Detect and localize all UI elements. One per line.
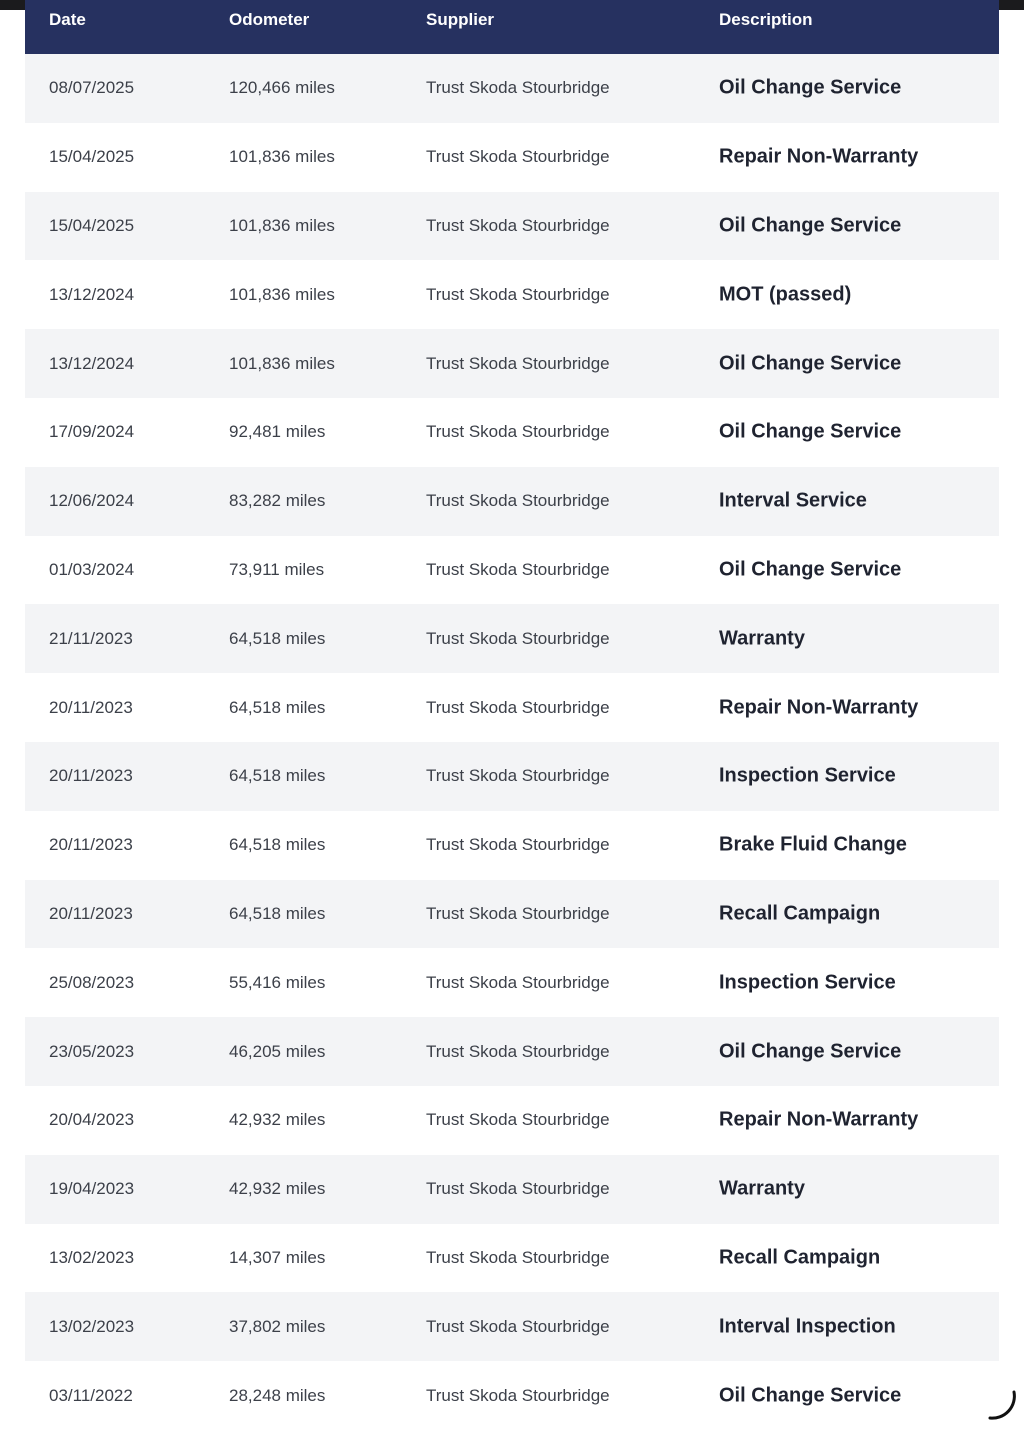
header-supplier: Supplier <box>426 10 495 29</box>
row-odometer: 83,282 miles <box>229 491 326 511</box>
loading-spinner-icon <box>980 1384 1020 1424</box>
row-supplier: Trust Skoda Stourbridge <box>426 422 610 442</box>
table-row <box>25 1086 999 1155</box>
row-supplier: Trust Skoda Stourbridge <box>426 215 610 235</box>
row-supplier: Trust Skoda Stourbridge <box>426 559 610 579</box>
header-description: Description <box>719 10 813 29</box>
row-date: 01/03/2024 <box>49 559 135 579</box>
row-description: Interval Service <box>719 489 867 512</box>
row-date: 20/04/2023 <box>49 1110 135 1130</box>
row-date: 13/12/2024 <box>49 353 135 373</box>
row-description: Oil Change Service <box>719 558 902 581</box>
table-row <box>25 536 999 605</box>
table-row <box>25 398 999 467</box>
table-row <box>25 54 999 123</box>
table-row <box>25 1292 999 1361</box>
table-header <box>25 0 999 54</box>
table-row <box>25 329 999 398</box>
row-odometer: 101,836 miles <box>229 353 335 373</box>
row-date: 20/11/2023 <box>49 697 133 717</box>
row-date: 21/11/2023 <box>49 628 133 648</box>
row-description: Warranty <box>719 1177 805 1200</box>
row-odometer: 64,518 miles <box>229 697 326 717</box>
table-row <box>25 1224 999 1293</box>
row-date: 13/02/2023 <box>49 1247 135 1267</box>
row-supplier: Trust Skoda Stourbridge <box>426 903 610 923</box>
row-description: Warranty <box>719 627 805 650</box>
row-odometer: 64,518 miles <box>229 628 326 648</box>
row-supplier: Trust Skoda Stourbridge <box>426 1385 610 1405</box>
row-odometer: 42,932 miles <box>229 1110 326 1130</box>
row-description: Oil Change Service <box>719 1040 902 1063</box>
row-date: 20/11/2023 <box>49 835 133 855</box>
row-odometer: 73,911 miles <box>229 559 325 579</box>
table-row <box>25 604 999 673</box>
row-odometer: 14,307 miles <box>229 1247 326 1267</box>
row-date: 12/06/2024 <box>49 491 135 511</box>
table-row <box>25 192 999 261</box>
row-description: Inspection Service <box>719 971 896 994</box>
table-row <box>25 1361 999 1430</box>
row-description: Oil Change Service <box>719 76 902 99</box>
row-supplier: Trust Skoda Stourbridge <box>426 697 610 717</box>
row-date: 08/07/2025 <box>49 78 135 98</box>
table-row <box>25 260 999 329</box>
header-odometer: Odometer <box>229 10 310 29</box>
row-date: 20/11/2023 <box>49 766 133 786</box>
row-date: 15/04/2025 <box>49 147 135 167</box>
row-description: Oil Change Service <box>719 352 902 375</box>
row-supplier: Trust Skoda Stourbridge <box>426 284 610 304</box>
row-supplier: Trust Skoda Stourbridge <box>426 628 610 648</box>
row-supplier: Trust Skoda Stourbridge <box>426 491 610 511</box>
row-description: Inspection Service <box>719 764 896 787</box>
row-supplier: Trust Skoda Stourbridge <box>426 1316 610 1336</box>
row-description: Repair Non-Warranty <box>719 1108 919 1131</box>
table-row <box>25 880 999 949</box>
row-date: 20/11/2023 <box>49 903 133 923</box>
row-supplier: Trust Skoda Stourbridge <box>426 972 610 992</box>
table-row <box>25 467 999 536</box>
row-supplier: Trust Skoda Stourbridge <box>426 766 610 786</box>
row-date: 15/04/2025 <box>49 215 135 235</box>
row-supplier: Trust Skoda Stourbridge <box>426 1247 610 1267</box>
row-supplier: Trust Skoda Stourbridge <box>426 835 610 855</box>
row-description: MOT (passed) <box>719 283 852 306</box>
row-odometer: 101,836 miles <box>229 284 335 304</box>
row-odometer: 101,836 miles <box>229 215 335 235</box>
row-description: Oil Change Service <box>719 214 902 237</box>
row-supplier: Trust Skoda Stourbridge <box>426 1041 610 1061</box>
row-date: 23/05/2023 <box>49 1041 135 1061</box>
row-date: 03/11/2022 <box>49 1385 133 1405</box>
row-supplier: Trust Skoda Stourbridge <box>426 147 610 167</box>
row-description: Brake Fluid Change <box>719 833 907 856</box>
row-supplier: Trust Skoda Stourbridge <box>426 1110 610 1130</box>
row-description: Recall Campaign <box>719 1246 881 1269</box>
row-odometer: 46,205 miles <box>229 1041 326 1061</box>
row-supplier: Trust Skoda Stourbridge <box>426 78 610 98</box>
row-odometer: 64,518 miles <box>229 903 326 923</box>
table-row <box>25 1017 999 1086</box>
row-odometer: 55,416 miles <box>229 972 326 992</box>
row-odometer: 101,836 miles <box>229 147 335 167</box>
table-row <box>25 673 999 742</box>
row-date: 19/04/2023 <box>49 1179 135 1199</box>
row-odometer: 64,518 miles <box>229 766 326 786</box>
row-description: Interval Inspection <box>719 1315 896 1338</box>
service-history-table <box>25 0 999 1430</box>
row-date: 13/12/2024 <box>49 284 135 304</box>
table-row <box>25 123 999 192</box>
row-date: 25/08/2023 <box>49 972 135 992</box>
row-supplier: Trust Skoda Stourbridge <box>426 353 610 373</box>
row-description: Oil Change Service <box>719 1384 902 1407</box>
row-description: Recall Campaign <box>719 902 881 925</box>
row-date: 17/09/2024 <box>49 422 135 442</box>
row-date: 13/02/2023 <box>49 1316 135 1336</box>
row-odometer: 120,466 miles <box>229 78 335 98</box>
header-date: Date <box>49 10 86 29</box>
row-odometer: 37,802 miles <box>229 1316 326 1336</box>
row-odometer: 92,481 miles <box>229 422 326 442</box>
row-odometer: 64,518 miles <box>229 835 326 855</box>
table-row <box>25 1155 999 1224</box>
table-row <box>25 811 999 880</box>
row-description: Repair Non-Warranty <box>719 145 919 168</box>
table-row <box>25 742 999 811</box>
table-row <box>25 948 999 1017</box>
row-supplier: Trust Skoda Stourbridge <box>426 1179 610 1199</box>
row-odometer: 42,932 miles <box>229 1179 326 1199</box>
row-description: Oil Change Service <box>719 420 902 443</box>
row-odometer: 28,248 miles <box>229 1385 326 1405</box>
row-description: Repair Non-Warranty <box>719 696 919 719</box>
table-body <box>25 54 999 1430</box>
